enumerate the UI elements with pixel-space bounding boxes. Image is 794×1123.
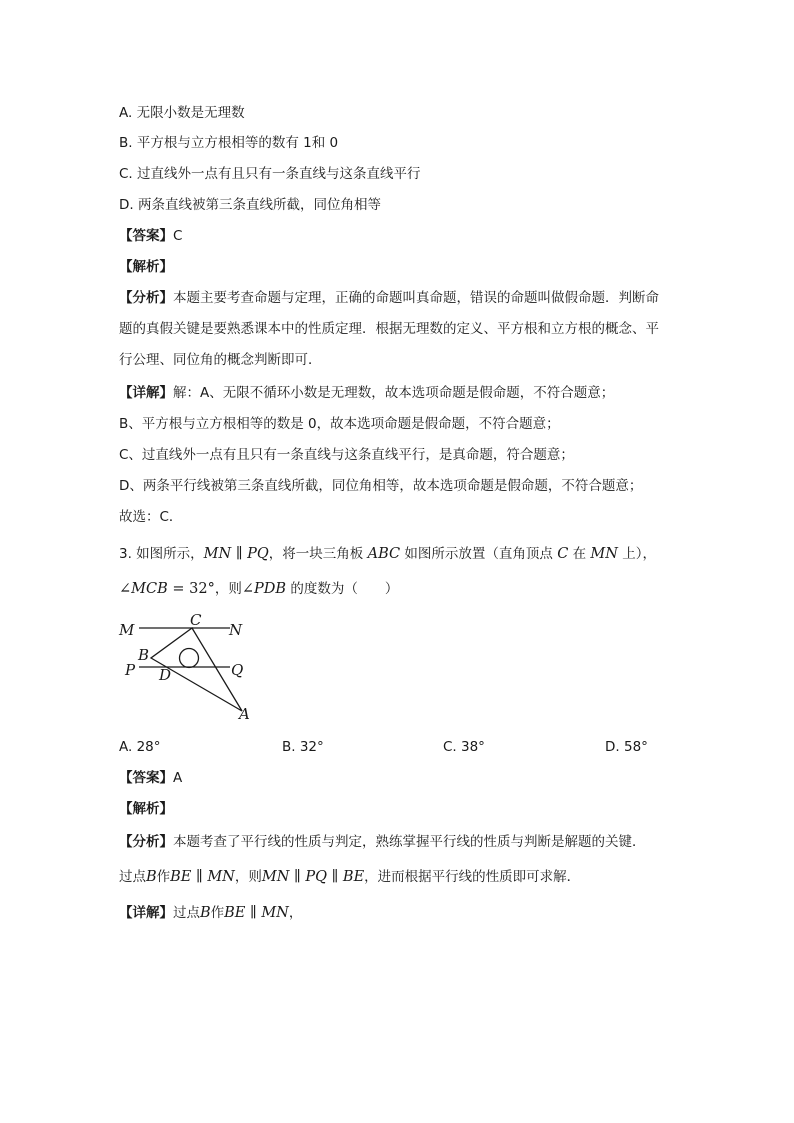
q3-mcb: MCB xyxy=(131,581,168,597)
a3-parallel: ∥ xyxy=(327,869,343,885)
q3-text: 如图所示放置（直角顶点 xyxy=(400,546,558,562)
analysis-text: 本题主要考查命题与定理，正确的命题叫真命题，错误的命题叫做假命题．判断命 xyxy=(173,290,659,306)
geometry-figure xyxy=(112,608,262,723)
analysis-3-line2 xyxy=(119,867,580,887)
d3-mn: MN xyxy=(261,905,289,921)
d3-be: BE xyxy=(224,905,246,921)
analysis-text: 本题考查了平行线的性质与判定，熟练掌握平行线的性质与判断是解题的关键． xyxy=(173,834,646,850)
q3-text: ，则 xyxy=(214,581,242,597)
answer-3 xyxy=(119,768,182,788)
question-3-line1 xyxy=(119,544,656,564)
a3-text: 作 xyxy=(156,869,171,885)
a3-mn: MN xyxy=(207,869,235,885)
q3-parallel: ∥ xyxy=(231,546,248,562)
a3-pq: PQ xyxy=(305,869,327,885)
detail-tag: 【详解】 xyxy=(119,905,173,921)
q3-text: ，将一块三角板 xyxy=(268,546,368,562)
option-a-prev: A. 无限小数是无理数 xyxy=(119,105,245,121)
a3-mn: MN xyxy=(261,869,290,885)
answer-value: C xyxy=(173,228,183,244)
q3-mn: MN xyxy=(203,546,232,562)
q3-c: C xyxy=(557,546,569,562)
q3-pdb: PDB xyxy=(254,581,287,597)
angle-symbol: ∠ xyxy=(119,581,132,597)
answer-value: A xyxy=(173,770,183,786)
analysis-1-line3: 行公理、同位角的概念判断即可． xyxy=(119,352,322,368)
option-d-prev: D. 两条直线被第三条直线所截，同位角相等 xyxy=(119,197,381,213)
q3-text: 的度数为（ ） xyxy=(286,581,399,597)
option-d: D. 58° xyxy=(605,739,648,755)
detail-text: 解：A、无限不循环小数是无理数，故本选项命题是假命题，不符合题意； xyxy=(173,385,615,401)
answer-tag: 【答案】 xyxy=(119,770,173,786)
d3-text: 作 xyxy=(210,905,225,921)
a3-be: BE xyxy=(342,869,365,885)
answer-1 xyxy=(119,226,182,246)
a3-b: B xyxy=(146,869,157,885)
option-a: A. 28° xyxy=(119,739,161,755)
a3-text: ，进而根据平行线的性质即可求解． xyxy=(364,869,581,885)
angle-symbol: ∠ xyxy=(241,581,254,597)
detail-1-line2: B、平方根与立方根相等的数是 0，故本选项命题是假命题，不符合题意； xyxy=(119,416,560,432)
label-a: A xyxy=(239,705,250,723)
label-m: M xyxy=(119,621,135,639)
a3-parallel: ∥ xyxy=(289,869,306,885)
label-q: Q xyxy=(231,661,244,679)
q3-abc: ABC xyxy=(367,546,401,562)
q3-eq: = 32° xyxy=(167,581,215,597)
a3-parallel: ∥ xyxy=(191,869,208,885)
option-c: C. 38° xyxy=(443,739,485,755)
jiexi-3: 【解析】 xyxy=(119,801,173,817)
q3-pq: PQ xyxy=(247,546,269,562)
label-n: N xyxy=(229,621,243,639)
option-b: B. 32° xyxy=(282,739,324,755)
detail-1-line5: 故选：C． xyxy=(119,509,183,525)
analysis-3 xyxy=(119,832,646,852)
d3-b: B xyxy=(200,905,211,921)
d3-text: 过点 xyxy=(173,905,200,921)
triangle-hole xyxy=(180,649,199,668)
detail-1-line3: C、过直线外一点有且只有一条直线与这条直线平行，是真命题，符合题意； xyxy=(119,447,574,463)
d3-text: ， xyxy=(288,905,303,921)
a3-text: ，则 xyxy=(234,869,262,885)
analysis-tag: 【分析】 xyxy=(119,834,173,850)
q3-text: 3. 如图所示， xyxy=(119,546,204,562)
d3-parallel: ∥ xyxy=(245,905,262,921)
label-c: C xyxy=(190,611,202,629)
q3-text: 上）， xyxy=(617,546,656,562)
q3-text: 在 xyxy=(568,546,591,562)
q3-mn: MN xyxy=(590,546,618,562)
option-b-prev: B. 平方根与立方根相等的数有 1和 0 xyxy=(119,135,339,151)
a3-be: BE xyxy=(170,869,192,885)
question-3-line2 xyxy=(119,579,398,599)
option-c-prev: C. 过直线外一点有且只有一条直线与这条直线平行 xyxy=(119,166,421,182)
jiexi-1: 【解析】 xyxy=(119,259,173,275)
a3-text: 过点 xyxy=(119,869,146,885)
analysis-1 xyxy=(119,288,659,308)
answer-tag: 【答案】 xyxy=(119,228,173,244)
analysis-1-line2: 题的真假关键是要熟悉课本中的性质定理．根据无理数的定义、平方根和立方根的概念、平 xyxy=(119,321,659,337)
label-b: B xyxy=(138,646,150,664)
detail-1 xyxy=(119,383,614,403)
detail-3 xyxy=(119,903,302,923)
label-d: D xyxy=(159,666,172,684)
detail-1-line4: D、两条平行线被第三条直线所截，同位角相等，故本选项命题是假命题，不符合题意； xyxy=(119,478,643,494)
analysis-tag: 【分析】 xyxy=(119,290,173,306)
detail-tag: 【详解】 xyxy=(119,385,173,401)
label-p: P xyxy=(125,661,136,679)
